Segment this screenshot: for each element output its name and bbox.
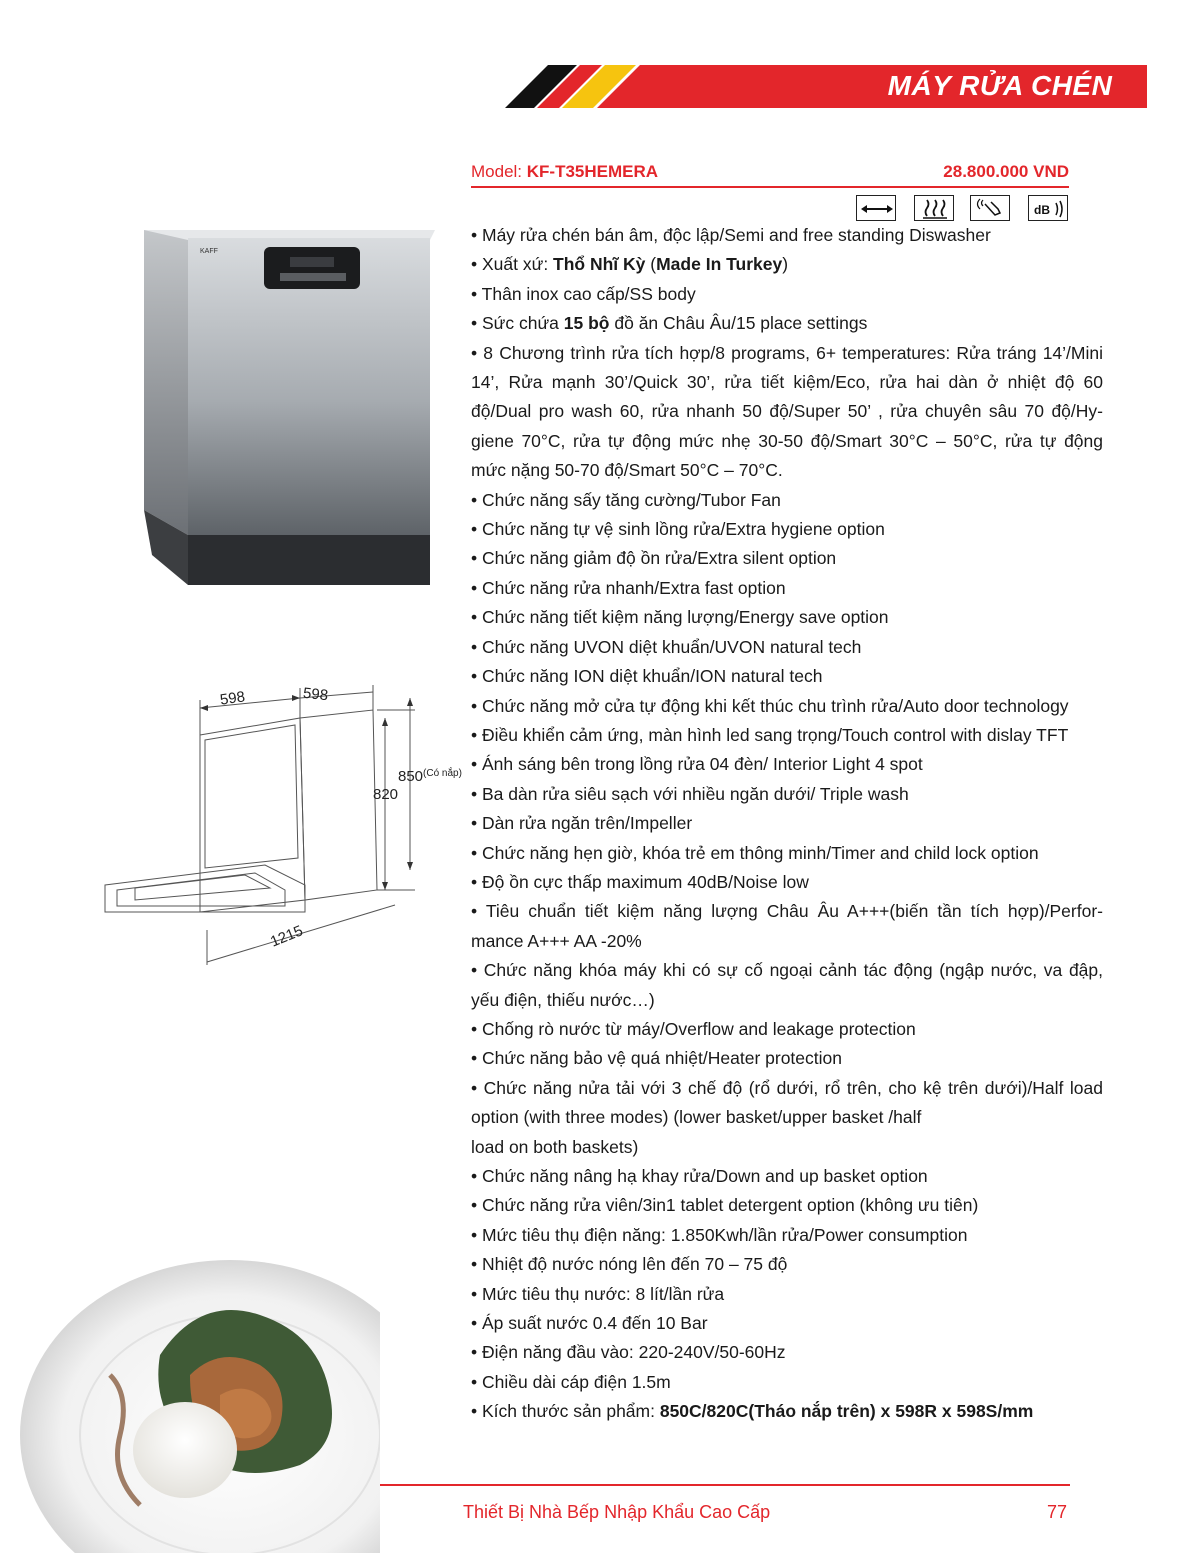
spec-text: • Dàn rửa ngăn trên/Impeller (471, 813, 693, 834)
spec-item (471, 339, 1103, 486)
footer-divider (380, 1484, 1070, 1486)
spec-text: • Chức năng ION diệt khuẩn/ION natural tech (471, 666, 823, 687)
spec-item (471, 544, 1103, 573)
spec-text: • Chức năng nâng hạ khay rửa/Down and up basket option (471, 1166, 928, 1186)
spec-item (471, 1250, 1103, 1279)
spec-text: • Tiêu chuẩn tiết kiệm năng lượng Châu Âu A+++(biến tần tích hợp)/Perfor-mance A+++ AA -20% (471, 901, 1103, 951)
spec-text: • Ánh sáng bên trong lồng rửa 04 đèn/ Interior Light 4 spot (471, 754, 923, 775)
touch-hand-icon (970, 195, 1010, 221)
footer-text: Thiết Bị Nhà Bếp Nhập Khẩu Cao Cấp (463, 1502, 771, 1522)
width-arrow-icon (856, 195, 896, 221)
spec-text: • Mức tiêu thụ nước: 8 lít/lần rửa (471, 1283, 725, 1304)
spec-item (471, 1309, 1103, 1338)
height-lid-value: 850 (398, 768, 424, 785)
spec-text: • Xuất xứ: (471, 254, 554, 275)
brand-mark: KAFF (200, 248, 218, 255)
model-row (471, 160, 1069, 188)
spec-item (471, 250, 1103, 279)
spec-item (471, 1133, 1103, 1162)
spec-item (471, 1368, 1103, 1397)
model-prefix: Model: (471, 162, 527, 181)
spec-item (471, 1397, 1103, 1426)
spec-text: • Chức năng rửa nhanh/Extra fast option (471, 577, 786, 598)
spec-text: Thổ Nhĩ Kỳ (553, 254, 646, 275)
spec-text: • Mức tiêu thụ điện năng: 1.850Kwh/lần rửa/Power consumption (471, 1224, 968, 1245)
dishwasher-image (130, 225, 450, 595)
dimension-height: 820 (373, 786, 399, 803)
spec-text: • Điện năng đầu vào: 220-240V/50-60Hz (471, 1342, 786, 1363)
page-title: MÁY RỬA CHÉN (887, 70, 1113, 101)
spec-item (471, 721, 1103, 750)
spec-text: ) (782, 254, 789, 275)
spec-text: 850C/820C(Tháo nắp trên) x 598R x 598S/mm (659, 1401, 1034, 1422)
spec-item (471, 1191, 1103, 1220)
spec-text: • Máy rửa chén bán âm, độc lập/Semi and free standing Diswasher (471, 225, 991, 245)
spec-item (471, 956, 1103, 1015)
spec-text: • Kích thước sản phẩm: (471, 1401, 660, 1422)
spec-text: • Chức năng tự vệ sinh lồng rửa/Extra hygiene option (471, 519, 885, 540)
spec-item (471, 1044, 1103, 1073)
dimension-height-lid (398, 768, 462, 785)
decibel-text: dB (1034, 203, 1050, 217)
spec-item (471, 1162, 1103, 1191)
spec-item (471, 1074, 1103, 1133)
spec-text: • Chức năng rửa viên/3in1 tablet detergent option (không ưu tiên) (471, 1195, 979, 1216)
spec-text: • Độ ồn cực thấp maximum 40dB/Noise low (471, 871, 809, 892)
spec-text: • Chức năng tiết kiệm năng lượng/Energy save option (471, 607, 889, 628)
spec-text: đồ ăn Châu Âu/15 place settings (609, 313, 868, 334)
spec-item (471, 280, 1103, 309)
spec-list (471, 221, 1103, 1427)
spec-item (471, 515, 1103, 544)
spec-text: • Thân inox cao cấp/SS body (471, 283, 696, 304)
spec-item (471, 633, 1103, 662)
spec-text: • Điều khiển cảm ứng, màn hình led sang trọng/Touch control with dislay TFT (471, 724, 1069, 745)
spec-item (471, 750, 1103, 779)
spec-item (471, 1221, 1103, 1250)
spec-text: ( (645, 254, 657, 275)
heat-icon (914, 195, 954, 221)
spec-item (471, 692, 1103, 721)
spec-text: • Sức chứa (471, 313, 564, 334)
spec-text: • Chức năng sấy tăng cường/Tubor Fan (471, 489, 781, 510)
spec-text: load on both baskets) (471, 1136, 639, 1157)
spec-text: • Chức năng khóa máy khi có sự cố ngoại cảnh tác động (ngập nước, va đập, yếu điện, thiếu nước…) (471, 960, 1103, 1010)
spec-text: 15 bộ (563, 313, 610, 334)
dimension-depth: 598 (302, 684, 329, 705)
spec-text: • Chiều dài cáp điện 1.5m (471, 1371, 671, 1392)
spec-text: • Chức năng bảo vệ quá nhiệt/Heater protection (471, 1048, 842, 1069)
spec-text: • Áp suất nước 0.4 đến 10 Bar (471, 1313, 708, 1334)
spec-text: • Chức năng mở cửa tự động khi kết thúc chu trình rửa/Auto door technology (471, 695, 1069, 716)
dimension-open-depth: 1215 (268, 922, 306, 951)
spec-item (471, 780, 1103, 809)
spec-item (471, 662, 1103, 691)
decibel-icon (1028, 195, 1068, 221)
spec-item (471, 309, 1103, 338)
spec-item (471, 603, 1103, 632)
spec-item (471, 486, 1103, 515)
spec-text: • Ba dàn rửa siêu sạch với nhiều ngăn dưới/ Triple wash (471, 783, 909, 804)
spec-item (471, 1280, 1103, 1309)
lid-note: (Có nắp) (423, 768, 462, 779)
spec-item (471, 1015, 1103, 1044)
spec-text: • Chức năng hẹn giờ, khóa trẻ em thông minh/Timer and child lock option (471, 842, 1039, 863)
spec-item (471, 1338, 1103, 1367)
model-code: KF-T35HEMERA (526, 162, 659, 181)
spec-item (471, 839, 1103, 868)
spec-item (471, 897, 1103, 956)
spec-item (471, 809, 1103, 838)
spec-text: Made In Turkey (656, 254, 783, 275)
spec-text: • Chức năng nửa tải với 3 chế độ (rổ dưới, rổ trên, cho kệ trên dưới)/Half load option (with three modes) (lower basket/upper basket /half (471, 1077, 1103, 1128)
spec-text: • Chống rò nước từ máy/Overflow and leakage protection (471, 1018, 916, 1039)
price: 28.800.000 VND (943, 162, 1069, 181)
spec-text: • Nhiệt độ nước nóng lên đến 70 – 75 độ (471, 1254, 788, 1275)
page-number: 77 (1047, 1502, 1068, 1522)
spec-item (471, 574, 1103, 603)
dimension-width: 598 (218, 688, 247, 709)
spec-text: • Chức năng UVON diệt khuẩn/UVON natural tech (471, 636, 862, 657)
spec-item (471, 868, 1103, 897)
spec-text: • Chức năng giảm độ ồn rửa/Extra silent option (471, 548, 837, 569)
header-banner (0, 0, 1200, 120)
model-label (471, 162, 658, 182)
food-plate-image (0, 1245, 380, 1553)
spec-text: • 8 Chương trình rửa tích hợp/8 programs, 6+ temperatures: Rửa tráng 14’/Mini 14’, Rửa mạnh 30’/Quick 30’, rửa tiết kiệm/Eco, rửa hai dàn ở nhiệt độ 60 độ/Dual pro wash 60, rửa nhanh 50 độ/Super 50’ , rửa chuyên sâu 70 độ/Hy-giene 70°C, rửa tự động mức nhẹ 30-50 độ/Smart 30°C – 50°C, rửa tự động mức nặng 50-70 độ/Smart 50°C – 70°C. (471, 342, 1103, 481)
spec-item (471, 221, 1103, 250)
